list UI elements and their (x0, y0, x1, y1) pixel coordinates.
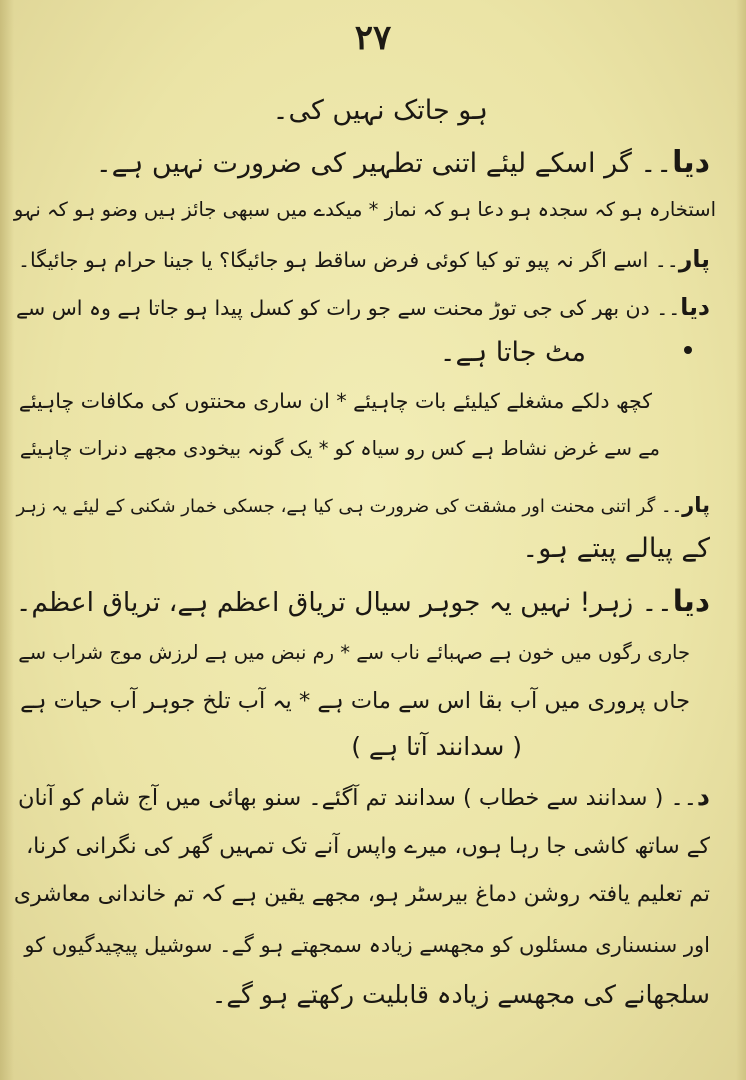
verse-line-3 (14, 193, 716, 227)
verse-line-13 (20, 684, 690, 718)
dialogue-line-11 (16, 584, 710, 620)
bullet-dot (684, 346, 692, 354)
line-text: جاں پروری میں آب بقا اس سے مات ہے * یہ آب تلخ جوہر آب حیات ہے (20, 688, 690, 714)
line-text: سلجھانے کی مجھسے زیادہ قابلیت رکھتے ہو گے۔ (211, 980, 710, 1009)
line-text: کے ساتھ کاشی جا رہا ہوں، میرے واپس آنے تک تمہیں گھر کی نگرانی کرنا، (26, 834, 710, 859)
speaker-name: پار (682, 493, 710, 517)
line-text: جاری رگوں میں خون ہے صہبائے ناب سے * رم نبض میں ہے لرزش موج شراب سے (18, 641, 690, 664)
stage-direction (351, 730, 522, 764)
text-line-1 (273, 94, 488, 128)
speaker-name: دیا (672, 584, 710, 618)
line-text: مے سے غرض نشاط ہے کس رو سیاہ کو * یک گونہ بیخودی مجھے دنرات چاہیئے (19, 437, 660, 460)
line-text: ۔۔ زہر! نہیں یہ جوہر سیال تریاق اعظم ہے، تریاق اعظم۔ (15, 587, 673, 618)
dialogue-line-2 (96, 146, 710, 181)
line-text: ( سدانند آتا ہے ) (351, 732, 522, 761)
line-text: کے پیالے پیتے ہو۔ (522, 533, 710, 564)
line-text: ہو جاتک نہیں کی۔ (272, 95, 488, 126)
speaker-name: دیا (672, 145, 710, 180)
page-edge-shadow-left (0, 0, 14, 1080)
line-text: تم تعلیم یافتہ روشن دماغ بیرسٹر ہو، مجھے یقین ہے کہ تم خاندانی معاشری (13, 882, 710, 907)
line-text: ۔۔ گر اسکے لیئے اتنی تطہیر کی ضرورت نہیں ہے۔ (95, 148, 673, 179)
text-line-18 (24, 928, 710, 962)
line-text: ۔۔ ( سدانند سے خطاب ) سدانند تم آگئے۔ سنو بھائی میں آج شام کو آنان (17, 785, 697, 811)
text-line-16 (26, 830, 710, 864)
speaker-name: پار (678, 245, 710, 273)
line-text: ۔۔ اسے اگر نہ پیو تو کیا کوئی فرض ساقط ہو جائیگا؟ یا جینا حرام ہو جائیگا۔ (18, 248, 679, 272)
dialogue-line-4 (18, 242, 710, 277)
text-line-19 (212, 978, 710, 1012)
verse-line-7 (19, 384, 652, 418)
dialogue-line-5 (16, 290, 710, 325)
page-number: ۲۷ (354, 18, 392, 58)
line-text: اور سنسناری مسئلوں کو مجھسے زیادہ سمجھتے ہو گے۔ سوشیل پیچیدگیوں کو (24, 933, 710, 957)
dialogue-line-15 (18, 780, 710, 815)
dialogue-line-9 (16, 488, 710, 524)
line-text: کچھ دلکے مشغلے کیلیئے بات چاہیئے * ان ساری محنتوں کی مکافات چاہیئے (18, 389, 652, 413)
text-line-10 (522, 532, 710, 566)
line-text: ۔۔ گر اتنی محنت اور مشقت کی ضرورت ہی کیا ہے، جسکی خمار شکنی کے لیئے یہ زہر (16, 496, 683, 517)
verse-line-8 (20, 432, 660, 466)
page-edge-shadow-right (736, 0, 746, 1080)
line-text: استخارہ ہو کہ سجدہ ہو دعا ہو کہ نماز * میکدے میں سبھی جائز ہیں وضو ہو کہ نہو (13, 198, 716, 221)
line-text: ۔۔ دن بھر کی جی توڑ محنت سے جو رات کو کسل پیدا ہو جاتا ہے وہ اس سے (16, 296, 681, 320)
line-text: مٹ جاتا ہے۔ (439, 337, 586, 368)
verse-line-12 (18, 636, 690, 670)
speaker-name: د (696, 782, 710, 812)
text-line-6 (440, 336, 586, 370)
text-line-17 (14, 878, 710, 912)
speaker-name: دیا (680, 293, 710, 321)
